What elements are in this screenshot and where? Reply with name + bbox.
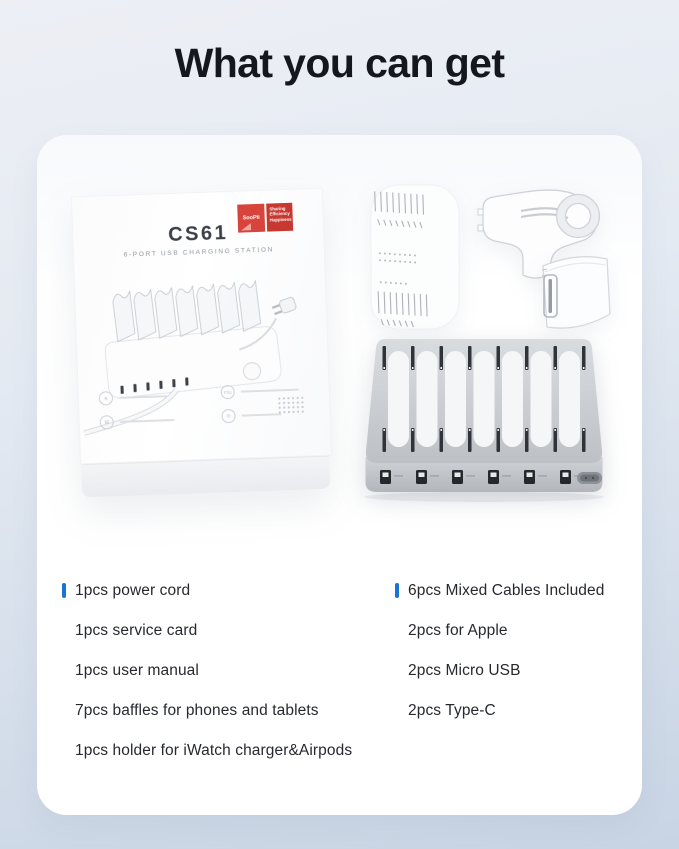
curved-baffle-photo <box>531 250 615 342</box>
list-item-text: 2pcs Type-C <box>408 702 496 719</box>
bullet-bar <box>62 743 66 758</box>
list-item <box>395 581 604 600</box>
list-item-text: 1pcs user manual <box>75 662 199 679</box>
list-item <box>395 621 604 640</box>
feature-icon-2: F/U <box>221 385 235 399</box>
box-subtitle-text: 6-PORT USB CHARGING STATION <box>123 246 275 259</box>
plug-illustration <box>271 296 297 316</box>
feature-text-line <box>241 389 299 393</box>
charging-station-photo <box>358 335 610 503</box>
list-item <box>62 741 352 760</box>
list-item <box>62 661 352 680</box>
feature-1 <box>99 389 167 405</box>
bullet-bar <box>395 703 399 718</box>
list-item-text: 7pcs baffles for phones and tablets <box>75 702 319 719</box>
list-item-text: 6pcs Mixed Cables Included <box>408 582 605 599</box>
bullet-bar <box>62 623 66 638</box>
bullet-bar <box>62 663 66 678</box>
page-title: What you can get <box>174 40 505 86</box>
station-slots <box>388 351 580 447</box>
station-power-button <box>577 472 602 484</box>
content-card <box>37 135 642 815</box>
bullet-bar <box>62 583 66 598</box>
feature-text-line <box>242 413 282 416</box>
list-item <box>395 701 604 720</box>
list-item <box>395 661 604 680</box>
feature-4 <box>221 407 281 423</box>
bullet-bar <box>395 583 399 598</box>
product-box-front <box>71 188 332 465</box>
included-list-right <box>395 581 604 741</box>
baffle-stack-photo <box>355 182 463 332</box>
bullet-bar <box>395 623 399 638</box>
list-item-text: 1pcs holder for iWatch charger&Airpods <box>75 742 353 759</box>
feature-icon-4: ◎ <box>221 409 235 423</box>
brand-tagline: Sharing Efficiency Happiness <box>266 203 293 232</box>
list-item-text: 2pcs Micro USB <box>408 662 521 679</box>
feature-icon-3: ▤ <box>99 415 113 429</box>
feature-text-line <box>120 419 175 423</box>
product-box-photo <box>71 188 331 498</box>
list-item-text: 2pcs for Apple <box>408 622 508 639</box>
list-item-text: 1pcs power cord <box>75 582 191 599</box>
bullet-bar <box>62 703 66 718</box>
feature-text-line <box>119 395 167 399</box>
list-item <box>62 581 352 600</box>
included-list-left <box>62 581 352 781</box>
list-item-text: 1pcs service card <box>75 622 198 639</box>
brand-logo: SooPii <box>237 204 265 233</box>
list-item <box>62 701 352 720</box>
feature-3 <box>99 413 174 430</box>
bullet-bar <box>395 663 399 678</box>
box-model-text: CS61 <box>167 221 229 247</box>
feature-icon-1: ⎊ <box>99 391 113 405</box>
dot-grid-decoration <box>277 395 305 414</box>
list-item <box>62 621 352 640</box>
